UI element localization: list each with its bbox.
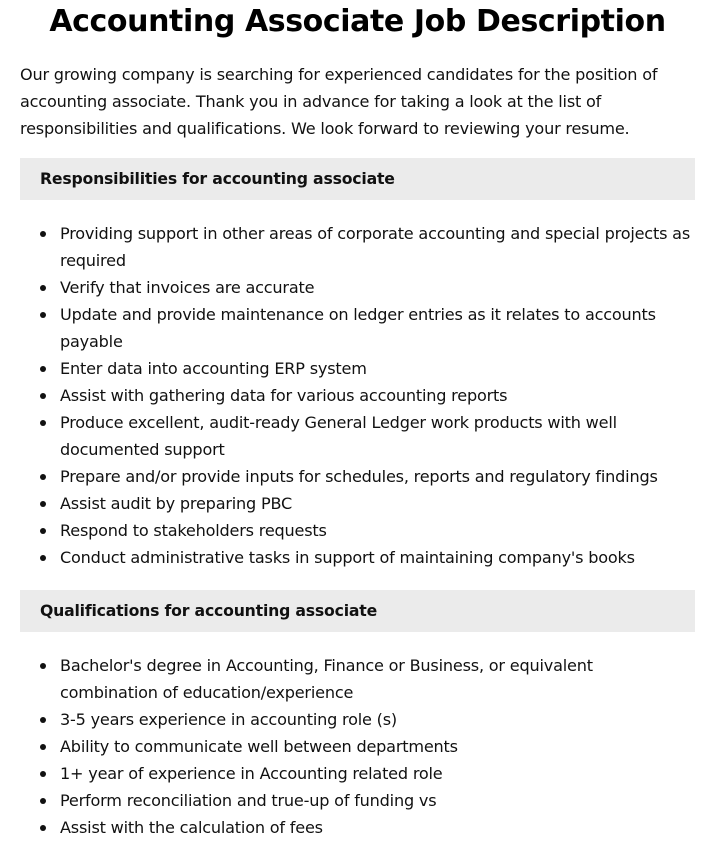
list-item: Ability to communicate well between departments <box>20 733 695 760</box>
qualifications-list <box>20 652 695 841</box>
list-item: Prepare and/or provide inputs for schedules, reports and regulatory findings <box>20 463 695 490</box>
list-item: Perform reconciliation and true-up of funding vs <box>20 787 695 814</box>
list-item: 3-5 years experience in accounting role (s) <box>20 706 695 733</box>
responsibilities-list <box>20 220 695 571</box>
list-item: 1+ year of experience in Accounting related role <box>20 760 695 787</box>
responsibilities-heading: Responsibilities for accounting associate <box>20 158 695 200</box>
qualifications-heading: Qualifications for accounting associate <box>20 590 695 632</box>
list-item: Assist with the calculation of fees <box>20 814 695 841</box>
job-description-page <box>20 0 695 841</box>
list-item: Respond to stakeholders requests <box>20 517 695 544</box>
list-item: Bachelor's degree in Accounting, Finance or Business, or equivalent combination of education/experience <box>20 652 695 706</box>
list-item: Enter data into accounting ERP system <box>20 355 695 382</box>
list-item: Conduct administrative tasks in support of maintaining company's books <box>20 544 695 571</box>
list-item: Verify that invoices are accurate <box>20 274 695 301</box>
page-title: Accounting Associate Job Description <box>49 4 666 39</box>
list-item: Update and provide maintenance on ledger entries as it relates to accounts payable <box>20 301 695 355</box>
intro-paragraph: Our growing company is searching for experienced candidates for the position of accounting associate. Thank you in advance for taking a look at the list of responsibilities and qualifications. We look forward to reviewing your resume. <box>20 65 658 138</box>
list-item: Assist audit by preparing PBC <box>20 490 695 517</box>
list-item: Produce excellent, audit-ready General Ledger work products with well documented support <box>20 409 695 463</box>
list-item: Assist with gathering data for various accounting reports <box>20 382 695 409</box>
list-item: Providing support in other areas of corporate accounting and special projects as required <box>20 220 695 274</box>
